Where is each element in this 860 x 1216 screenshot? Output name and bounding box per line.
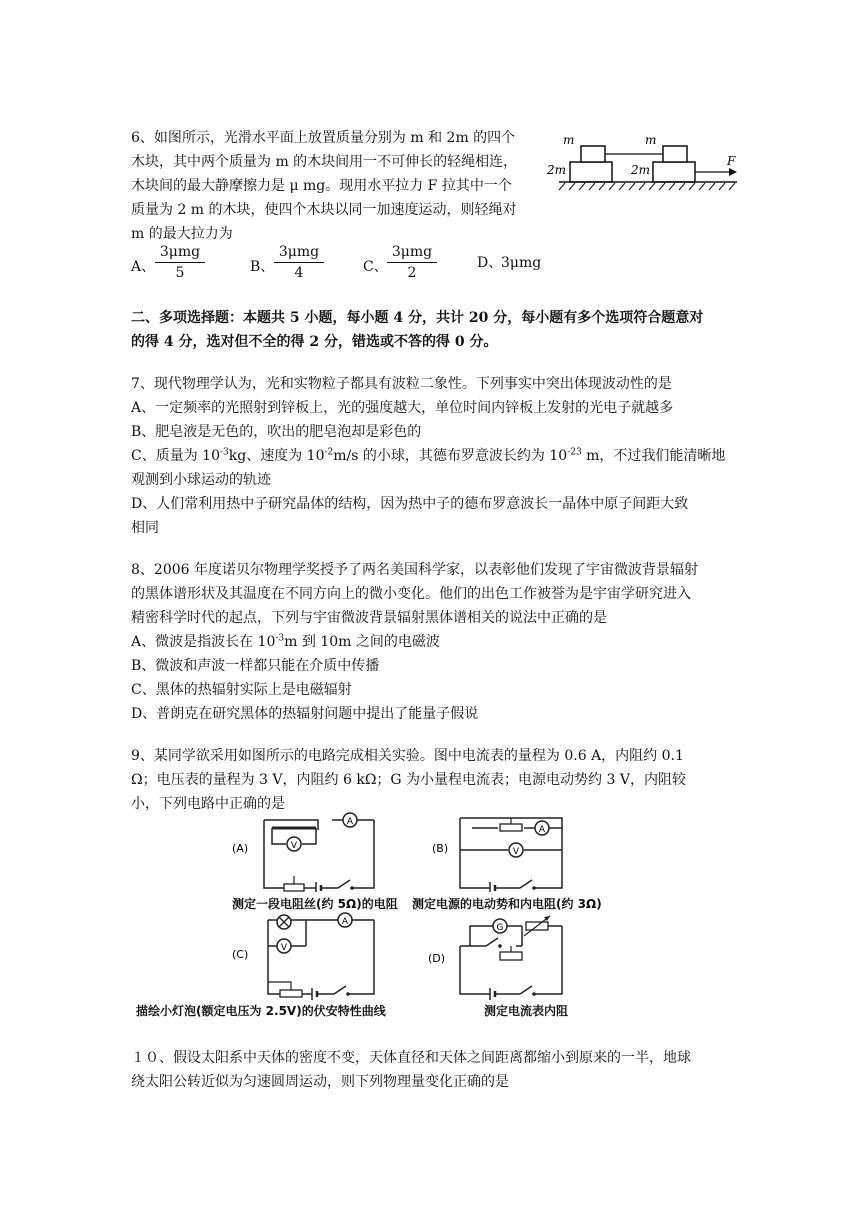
q6-line-1: 6、如图所示，光滑水平面上放置质量分别为 m 和 2m 的四个 [131,130,516,146]
svg-text:V: V [512,847,520,857]
label-2m-left: 2m [547,163,567,177]
q8-option-c: C、黑体的热辐射实际上是电磁辐射 [131,682,352,698]
q7-option-b: B、肥皂液是无色的，吹出的肥皂泡却是彩色的 [131,424,422,440]
label-2m-right: 2m [631,163,651,177]
circuit-a-caption: 测定一段电阻丝(约 5Ω)的电阻 [232,897,398,911]
switch-icon [338,880,350,888]
q6-option-b-fraction [274,242,324,283]
circuit-c-caption: 描绘小灯泡(额定电压为 2.5V)的伏安特性曲线 [136,1004,386,1018]
q9-line-2: Ω；电压表的量程为 3 V，内阻约 6 kΩ；G 为小量程电流表；电源电动势约 3 V，内阻较 [131,772,686,788]
q6-option-b-den: 4 [294,265,304,281]
label-force: F [727,154,736,168]
rheostat-icon [284,884,304,891]
q6-line-3: 木块间的最大静摩擦力是 μ mg。现用水平拉力 F 拉其中一个 [131,178,512,194]
block-m-right [663,146,687,162]
q9-line-3: 小，下列电路中正确的是 [131,796,285,812]
q6-option-c-label: C、 [363,259,388,275]
q7-option-d-line-2: 相同 [131,520,159,536]
q10-line-2: 绕太阳公转近似为匀速圆周运动，则下列物理量变化正确的是 [131,1074,509,1090]
q6-option-b-label: B、 [250,259,275,275]
svg-text:A: A [538,825,546,835]
q6-option-a-num: 3μmg [155,242,205,263]
q6-blocks-figure [545,132,740,194]
circuit-b-caption: 测定电源的电动势和内电阻(约 3Ω) [412,897,602,911]
q8-line-2: 的黑体谱形状及其温度在不同方向上的微小变化。他们的出色工作被誉为是宇宙学研究进入 [131,586,691,602]
block-m-left [581,146,605,162]
section-2-header-line-1: 二、多项选择题：本题共 5 小题，每小题 4 分，共计 20 分，每小题有多个选项符合题意对 [131,310,704,326]
circuit-a-tag: (A) [232,842,249,855]
circuit-d-caption: 测定电流表内阻 [484,1004,569,1018]
q6-line-2: 木块，其中两个质量为 m 的木块间用一不可伸长的轻绳相连， [131,154,518,170]
q8-option-a: A、微波是指波长在 $10^{-3}m$ 到 10m 之间的电磁波 [131,633,440,650]
switch-icon [520,880,532,888]
q6-line-4: 质量为 2 m 的木块，使四个木块以同一加速度运动，则轻绳对 [131,202,517,218]
q6-option-a-label: A、 [131,259,156,275]
circuit-b-diagram [412,810,577,892]
circuit-d-tag: (D) [428,952,446,965]
q6-option-a-fraction [155,242,205,283]
q6-option-d-label: D、 [477,255,503,271]
q10-line-1: １０、假设太阳系中天体的密度不变，天体直径和天体之间距离都缩小到原来的一半，地球 [131,1050,691,1066]
block-2m-left [570,162,612,182]
q8-line-3: 精密科学时代的起点，下列与宇宙微波背景辐射黑体谱相关的说法中正确的是 [131,610,607,626]
circuit-b-tag: (B) [432,842,449,855]
block-2m-right [653,162,695,182]
q8-line-1: 8、2006 年度诺贝尔物理学奖授予了两名美国科学家，以表彰他们发现了宇宙微波背景辐射 [131,562,698,578]
circuit-c-tag: (C) [232,948,249,961]
circuit-c-diagram [228,910,388,1002]
q9-line-1: 9、某同学欲采用如图所示的电路完成相关实验。图中电流表的量程为 0.6 A，内阻约 0.1 [131,748,684,764]
q8-option-d: D、普朗克在研究黑体的热辐射问题中提出了能量子假说 [131,706,479,722]
svg-text:A: A [341,917,349,927]
svg-text:V: V [290,841,298,851]
label-m-right: m [645,133,657,147]
q7-option-a: A、一定频率的光照射到锌板上，光的强度越大，单位时间内锌板上发射的光电子就越多 [131,400,674,416]
q6-option-c-fraction [387,242,437,283]
switch-icon [520,986,532,994]
q6-option-c-den: 2 [407,265,417,281]
q7-option-c-line-1: C、质量为 $10^{-3}kg$、速度为 $10^{-2}m/s$ 的小球，其德布罗意波长约为 $10^{-23}$ m，不过我们能清晰地 [131,447,726,464]
q6-option-d-text: 3μmg [501,255,542,271]
q7-option-d-line-1: D、人们常利用热中子研究晶体的结构，因为热中子的德布罗意波长一晶体中原子间距大致 [131,496,689,512]
rheostat-icon [500,952,522,960]
q7-option-c-line-2: 观测到小球运动的轨迹 [131,472,271,488]
svg-text:A: A [346,817,354,827]
svg-text:V: V [280,943,288,953]
switch-icon [334,986,346,994]
q6-line-5: m 的最大拉力为 [131,226,233,242]
section-2-header-line-2: 的得 4 分，选对但不全的得 2 分，错选或不答的得 0 分。 [131,334,498,350]
circuit-d-diagram [412,910,577,1002]
rheostat-icon [500,824,522,831]
q6-option-b-num: 3μmg [274,242,324,263]
switch-icon [486,938,498,946]
svg-text:G: G [496,923,504,933]
label-m-left: m [563,133,575,147]
q6-option-c-num: 3μmg [387,242,437,263]
q8-option-b: B、微波和声波一样都只能在介质中传播 [131,658,380,674]
q7-stem: 7、现代物理学认为，光和实物粒子都具有波粒二象性。下列事实中突出体现波动性的是 [131,376,672,392]
q6-option-a-den: 5 [175,265,185,281]
ground-hatch [559,183,735,190]
force-arrowhead [729,168,737,176]
rheostat-icon [280,990,302,997]
circuit-a-diagram [228,810,388,892]
